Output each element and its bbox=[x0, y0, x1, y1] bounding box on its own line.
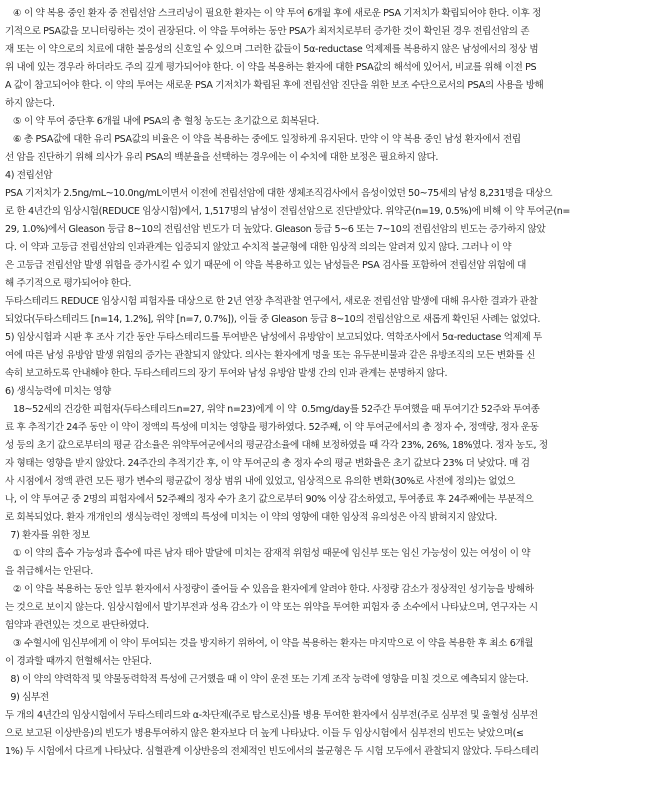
text-line: 으로 보고된 이상반응)의 빈도가 병용투여하지 않은 환자보다 더 높게 나타났다. 이들 두 임상시험에서 심부전의 빈도는 낮았으며(≤ bbox=[5, 728, 524, 739]
text-line: 재 또는 이 약으로의 치료에 대한 불응성의 신호일 수 있으며 그러한 값들이 5α-reductase 억제제를 복용하지 않은 남성에서의 정상 범 bbox=[5, 44, 539, 55]
text-line: ④ 이 약 복용 중인 환자 중 전립선암 스크리닝이 필요한 환자는 이 약 투여 6개월 후에 새로운 PSA 기저치가 확립되어야 한다. 이후 정 bbox=[5, 8, 541, 19]
text-line: 두타스테리드 REDUCE 임상시험 피험자를 대상으로 한 2년 연장 추적관찰 연구에서, 새로운 전립선암 발생에 대해 유사한 결과가 관찰 bbox=[5, 296, 538, 307]
text-line: 8) 이 약의 약력학적 및 약물동력학적 특성에 근거했을 때 이 약이 운전 또는 기계 조작 능력에 영향을 미칠 것으로 예측되지 않는다. bbox=[5, 674, 529, 685]
text-line: ① 이 약의 흡수 가능성과 흡수에 따른 남자 태아 발달에 미치는 잠재적 위험성 때문에 임신부 또는 임신 가능성이 있는 여성이 이 약 bbox=[5, 548, 531, 559]
text-line: 는 것으로 보이지 않는다. 임상시험에서 발기부전과 성욕 감소가 이 약 또는 위약을 투여한 피험자 중 소수에서 나타났으며, 연구자는 시 bbox=[5, 602, 538, 613]
text-line: A 값이 참고되어야 한다. 이 약의 투여는 새로운 PSA 기저치가 확립된 후에 전립선암 진단을 위한 보조 수단으로서의 PSA의 사용을 방해 bbox=[5, 80, 544, 91]
text-line: 로 한 4년간의 임상시험(REDUCE 임상시험)에서, 1,517명의 남성이 전립선암으로 진단받았다. 위약군(n=19, 0.5%)에 비해 이 약 투여군(n= bbox=[5, 206, 571, 217]
text-line: ⑤ 이 약 투여 중단후 6개월 내에 PSA의 총 혈청 농도는 초기값으로 회복된다. bbox=[5, 116, 319, 127]
text-line: PSA 기저치가 2.5ng/mL~10.0ng/mL이면서 이전에 전립선암에 대한 생체조직검사에서 음성이었던 50~75세의 남성 8,231명을 대상으 bbox=[5, 188, 553, 199]
text-line: 은 고등급 전립선암 발생 위험을 증가시킬 수 있기 때문에 이 약을 복용하고 있는 남성들은 PSA 검사를 포함하여 전립선암 위험에 대 bbox=[5, 260, 526, 271]
text-line: ⑥ 총 PSA값에 대한 유리 PSA값의 비율은 이 약을 복용하는 중에도 일정하게 유지된다. 만약 이 약 복용 중인 남성 환자에서 전립 bbox=[5, 134, 521, 145]
text-line: 이 경과할 때까지 헌혈해서는 안된다. bbox=[5, 656, 152, 667]
text-line: 5) 임상시험과 시판 후 조사 기간 동안 두타스테리드를 투여받은 남성에서 유방암이 보고되었다. 역학조사에서 5α-reductase 억제제 투 bbox=[5, 332, 542, 343]
text-line: 속히 보고하도록 안내해야 한다. 두타스테리드의 장기 투여와 남성 유방암 발생 간의 인과 관계는 분명하지 않다. bbox=[5, 368, 448, 379]
text-line: 을 취급해서는 안된다. bbox=[5, 566, 93, 577]
text-line: ③ 수혈시에 임신부에게 이 약이 투여되는 것을 방지하기 위하여, 이 약을 복용하는 환자는 마지막으로 이 약을 복용한 후 최소 6개월 bbox=[5, 638, 534, 649]
text-line: 다. 이 약과 고등급 전립선암의 인과관계는 입증되지 않았고 수치적 불균형에 대한 임상적 의의는 알려져 있지 않다. 그러나 이 약 bbox=[5, 242, 512, 253]
text-line: 기적으로 PSA값을 모니터링하는 것이 권장된다. 이 약을 투여하는 동안 PSA가 최저치로부터 증가한 것이 확인된 경우 전립선암의 존 bbox=[5, 26, 530, 37]
text-line: 선 암을 진단하기 위해 의사가 유리 PSA의 백분율을 선택하는 경우에는 이 수치에 대한 보정은 필요하지 않다. bbox=[5, 152, 439, 163]
text-line: 여에 따른 남성 유방암 발생 위험의 증가는 관찰되지 않았다. 의사는 환자에게 멍울 또는 유두분비물과 같은 유방조직의 모든 변화를 신 bbox=[5, 350, 536, 361]
text-line: 하지 않는다. bbox=[5, 98, 55, 109]
section-heading: 6) 생식능력에 미치는 영향 bbox=[5, 386, 111, 397]
section-heading: 9) 심부전 bbox=[5, 692, 49, 703]
text-line: 되었다(두타스테리드 [n=14, 1.2%], 위약 [n=7, 0.7%]), 이들 중 Gleason 등급 8~10의 전립선암으로 새롭게 확인된 사례는 없었다. bbox=[5, 314, 541, 325]
text-line: ② 이 약을 복용하는 동안 일부 환자에서 사정량이 줄어들 수 있음을 환자에게 알려야 한다. 사정량 감소가 정상적인 성기능을 방해하 bbox=[5, 584, 534, 595]
text-line: 료 후 추적기간 24주 동안 이 약이 정액의 특성에 미치는 영향을 평가하였다. 52주째, 이 약 투여군에서의 총 정자 수, 정액량, 정자 운동 bbox=[5, 422, 539, 433]
text-line: 해 주기적으로 평가되어야 한다. bbox=[5, 278, 132, 289]
text-line: 자 형태는 영향을 받지 않았다. 24주간의 추적기간 후, 이 약 투여군의 총 정자 수의 평균 변화율은 초기 값보다 23% 더 낮았다. 매 검 bbox=[5, 458, 530, 469]
text-line: 18~52세의 건강한 피험자(두타스테리드n=27, 위약 n=23)에게 이 약 0.5mg/day를 52주간 투여했을 때 투여기간 52주와 투여종 bbox=[5, 404, 540, 415]
section-heading: 4) 전립선암 bbox=[5, 170, 53, 181]
text-line: 두 개의 4년간의 임상시험에서 두타스테리드와 α-차단제(주로 탐스로신)를 병용 투여한 환자에서 심부전(주로 심부전 및 울혈성 심부전 bbox=[5, 710, 538, 721]
text-line: 나, 이 약 투여군 중 2명의 피험자에서 52주째의 정자 수가 초기 값으로부터 90% 이상 감소하였고, 투여종료 후 24주째에는 부분적으 bbox=[5, 494, 534, 505]
text-line: 험약과 관련있는 것으로 판단하였다. bbox=[5, 620, 149, 631]
text-line: 위 내에 있는 경우라 하더라도 주의 깊게 평가되어야 한다. 이 약을 복용하는 환자에 대한 PSA값의 해석에 있어서, 비교를 위해 이전 PS bbox=[5, 62, 537, 73]
text-line: 29, 1.0%)에서 Gleason 등급 8~10의 전립선암 빈도가 더 높았다. Gleason 등급 5~6 또는 7~10의 전립선암의 빈도는 증가하지 않았 bbox=[5, 224, 546, 235]
text-line: 1%) 두 시험에서 다르게 나타났다. 심혈관계 이상반응의 전체적인 빈도에서의 불균형은 두 시험 모두에서 관찰되지 않았다. 두타스테리 bbox=[5, 746, 539, 757]
section-heading: 7) 환자를 위한 정보 bbox=[5, 530, 90, 541]
text-line: 로 회복되었다. 환자 개개인의 생식능력인 정액의 특성에 미치는 이 약의 영향에 대한 임상적 유의성은 아직 밝혀지지 않았다. bbox=[5, 512, 497, 523]
text-line: 성 등의 초기 값으로부터의 평균 감소율은 위약투여군에서의 평균감소율에 대해 보정하였을 때 각각 23%, 26%, 18%였다. 정자 농도, 정 bbox=[5, 440, 548, 451]
text-line: 사 시점에서 정액 관련 모든 평가 변수의 평균값이 정상 범위 내에 있었고, 임상적으로 유의한 변화(30%로 사전에 정의)는 없었으 bbox=[5, 476, 515, 487]
